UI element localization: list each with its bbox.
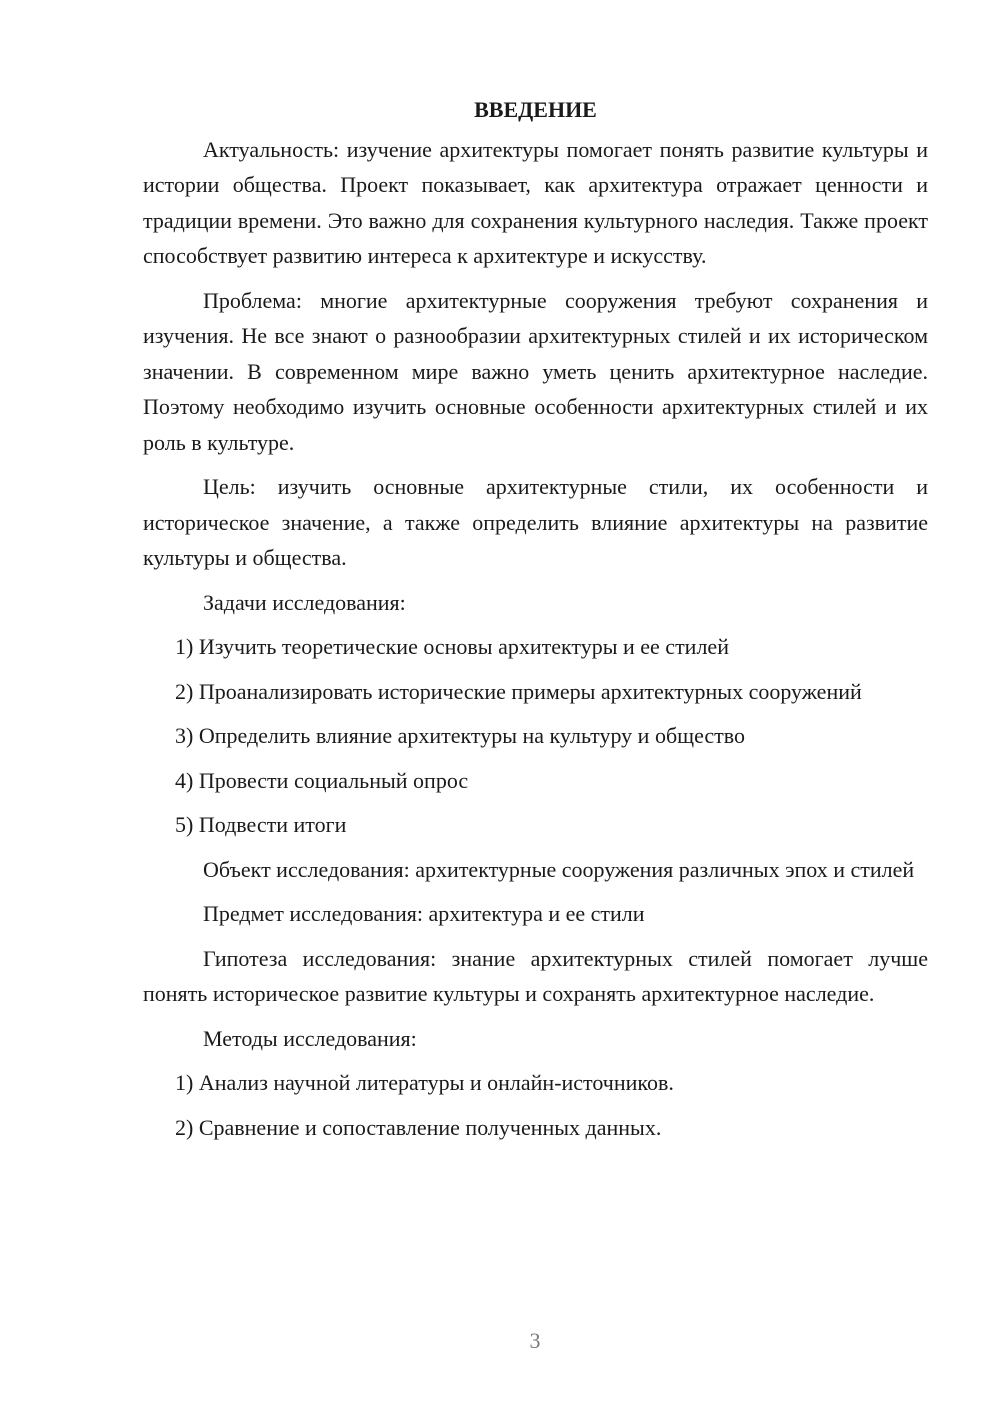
subject-paragraph: Предмет исследования: архитектура и ее стили: [203, 901, 645, 926]
task-item: 4) Провести социальный опрос: [175, 767, 469, 793]
task-item: 2) Проанализировать исторические примеры архитектурных сооружений: [175, 678, 862, 704]
method-item: 2) Сравнение и сопоставление полученных данных.: [175, 1114, 662, 1140]
problem-paragraph: Проблема: многие архитектурные сооружения требуют сохранения и изучения. Не все знают о разнообразии архитектурных стилей и их историческом значении. В современном мире важно уметь ценить архитектурное наследие. Поэтому необходимо изучить основные особенности архитектурных стилей и их роль в культуре.: [143, 287, 928, 455]
document-body: [143, 92, 928, 1154]
hypothesis-paragraph: Гипотеза исследования: знание архитектурных стилей помогает лучше понять историческое развитие культуры и сохранять архитектурное наследие.: [143, 945, 928, 1006]
relevance-paragraph: Актуальность: изучение архитектуры помогает понять развитие культуры и истории общества. Проект показывает, как архитектура отражает ценности и традиции времени. Это важно для сохранения культурного наследия. Также проект способствует развитию интереса к архитектуре и искусству.: [143, 136, 928, 268]
methods-heading: Методы исследования:: [203, 1025, 417, 1051]
object-paragraph: Объект исследования: архитектурные сооружения различных эпох и стилей: [203, 856, 915, 882]
task-item: 1) Изучить теоретические основы архитектуры и ее стилей: [175, 634, 729, 659]
tasks-heading: Задачи исследования:: [203, 589, 406, 615]
page-number: 3: [529, 1328, 541, 1353]
task-item: 5) Подвести итоги: [175, 812, 347, 837]
method-item: 1) Анализ научной литературы и онлайн-источников.: [175, 1070, 674, 1095]
goal-paragraph: Цель: изучить основные архитектурные стили, их особенности и историческое значение, а также определить влияние архитектуры на развитие культуры и общества.: [143, 474, 928, 570]
page-title: ВВЕДЕНИЕ: [474, 97, 597, 122]
task-item: 3) Определить влияние архитектуры на культуру и общество: [175, 723, 746, 748]
